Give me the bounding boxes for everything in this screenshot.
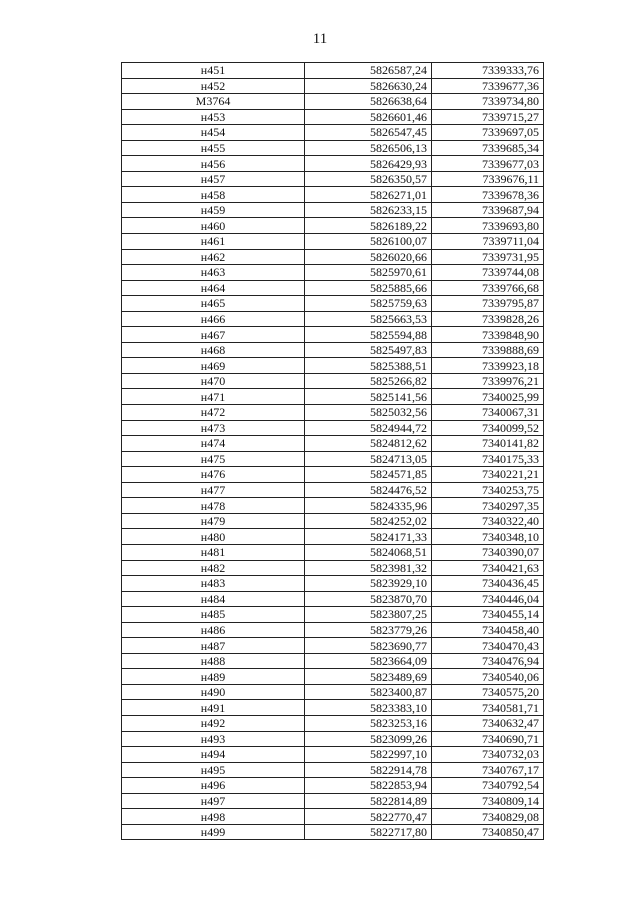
point-id-cell: н460 <box>122 218 305 234</box>
x-coordinate-cell: 5823383,10 <box>305 700 432 716</box>
y-coordinate-cell: 7340348,10 <box>432 529 544 545</box>
y-coordinate-cell: 7339976,21 <box>432 373 544 389</box>
x-coordinate-cell: 5823929,10 <box>305 576 432 592</box>
x-coordinate-cell: 5823690,77 <box>305 638 432 654</box>
table-row <box>122 125 544 141</box>
x-coordinate-cell: 5822997,10 <box>305 747 432 763</box>
table-row <box>122 249 544 265</box>
table-row <box>122 436 544 452</box>
y-coordinate-cell: 7340458,40 <box>432 622 544 638</box>
y-coordinate-cell: 7340455,14 <box>432 607 544 623</box>
x-coordinate-cell: 5826601,46 <box>305 109 432 125</box>
y-coordinate-cell: 7339687,94 <box>432 202 544 218</box>
y-coordinate-cell: 7340025,99 <box>432 389 544 405</box>
y-coordinate-cell: 7340632,47 <box>432 715 544 731</box>
point-id-cell: н482 <box>122 560 305 576</box>
y-coordinate-cell: 7340436,45 <box>432 576 544 592</box>
table-row <box>122 591 544 607</box>
table-row <box>122 327 544 343</box>
x-coordinate-cell: 5825388,51 <box>305 358 432 374</box>
y-coordinate-cell: 7339734,80 <box>432 94 544 110</box>
x-coordinate-cell: 5823664,09 <box>305 653 432 669</box>
table-row <box>122 109 544 125</box>
x-coordinate-cell: 5825663,53 <box>305 311 432 327</box>
x-coordinate-cell: 5824252,02 <box>305 513 432 529</box>
point-id-cell: н480 <box>122 529 305 545</box>
y-coordinate-cell: 7339697,05 <box>432 125 544 141</box>
x-coordinate-cell: 5824812,62 <box>305 436 432 452</box>
y-coordinate-cell: 7339888,69 <box>432 342 544 358</box>
point-id-cell: н497 <box>122 793 305 809</box>
point-id-cell: н485 <box>122 607 305 623</box>
point-id-cell: н484 <box>122 591 305 607</box>
y-coordinate-cell: 7340470,43 <box>432 638 544 654</box>
x-coordinate-cell: 5825266,82 <box>305 373 432 389</box>
y-coordinate-cell: 7340809,14 <box>432 793 544 809</box>
coordinates-table <box>121 62 544 840</box>
y-coordinate-cell: 7339693,80 <box>432 218 544 234</box>
x-coordinate-cell: 5826630,24 <box>305 78 432 94</box>
y-coordinate-cell: 7340690,71 <box>432 731 544 747</box>
table-row <box>122 63 544 79</box>
point-id-cell: н474 <box>122 436 305 452</box>
point-id-cell: н494 <box>122 747 305 763</box>
x-coordinate-cell: 5826638,64 <box>305 94 432 110</box>
table-row <box>122 622 544 638</box>
point-id-cell: н463 <box>122 265 305 281</box>
y-coordinate-cell: 7339676,11 <box>432 171 544 187</box>
y-coordinate-cell: 7339766,68 <box>432 280 544 296</box>
point-id-cell: н456 <box>122 156 305 172</box>
point-id-cell: н459 <box>122 202 305 218</box>
point-id-cell: н475 <box>122 451 305 467</box>
point-id-cell: н491 <box>122 700 305 716</box>
table-row <box>122 529 544 545</box>
table-row <box>122 700 544 716</box>
point-id-cell: н470 <box>122 373 305 389</box>
table-row <box>122 342 544 358</box>
table-row <box>122 731 544 747</box>
x-coordinate-cell: 5825497,83 <box>305 342 432 358</box>
x-coordinate-cell: 5822717,80 <box>305 824 432 840</box>
table-row <box>122 607 544 623</box>
table-row <box>122 638 544 654</box>
x-coordinate-cell: 5822853,94 <box>305 778 432 794</box>
y-coordinate-cell: 7340792,54 <box>432 778 544 794</box>
x-coordinate-cell: 5824713,05 <box>305 451 432 467</box>
table-row <box>122 280 544 296</box>
x-coordinate-cell: 5823779,26 <box>305 622 432 638</box>
x-coordinate-cell: 5826547,45 <box>305 125 432 141</box>
x-coordinate-cell: 5826233,15 <box>305 202 432 218</box>
point-id-cell: н472 <box>122 405 305 421</box>
y-coordinate-cell: 7339677,03 <box>432 156 544 172</box>
y-coordinate-cell: 7339685,34 <box>432 140 544 156</box>
x-coordinate-cell: 5826350,57 <box>305 171 432 187</box>
x-coordinate-cell: 5825141,56 <box>305 389 432 405</box>
x-coordinate-cell: 5823253,16 <box>305 715 432 731</box>
table-row <box>122 420 544 436</box>
point-id-cell: н478 <box>122 498 305 514</box>
point-id-cell: н483 <box>122 576 305 592</box>
y-coordinate-cell: 7340253,75 <box>432 482 544 498</box>
y-coordinate-cell: 7339923,18 <box>432 358 544 374</box>
point-id-cell: н479 <box>122 513 305 529</box>
y-coordinate-cell: 7340850,47 <box>432 824 544 840</box>
table-row <box>122 715 544 731</box>
x-coordinate-cell: 5825594,88 <box>305 327 432 343</box>
table-row <box>122 218 544 234</box>
point-id-cell: н468 <box>122 342 305 358</box>
table-row <box>122 296 544 312</box>
x-coordinate-cell: 5823807,25 <box>305 607 432 623</box>
x-coordinate-cell: 5823489,69 <box>305 669 432 685</box>
x-coordinate-cell: 5823099,26 <box>305 731 432 747</box>
table-row <box>122 187 544 203</box>
table-row <box>122 373 544 389</box>
y-coordinate-cell: 7340297,35 <box>432 498 544 514</box>
point-id-cell: н473 <box>122 420 305 436</box>
table-row <box>122 171 544 187</box>
table-row <box>122 498 544 514</box>
y-coordinate-cell: 7340099,52 <box>432 420 544 436</box>
x-coordinate-cell: 5824068,51 <box>305 544 432 560</box>
y-coordinate-cell: 7340767,17 <box>432 762 544 778</box>
y-coordinate-cell: 7339715,27 <box>432 109 544 125</box>
table-row <box>122 389 544 405</box>
x-coordinate-cell: 5826020,66 <box>305 249 432 265</box>
y-coordinate-cell: 7340446,04 <box>432 591 544 607</box>
y-coordinate-cell: 7340421,63 <box>432 560 544 576</box>
point-id-cell: н489 <box>122 669 305 685</box>
table-row <box>122 669 544 685</box>
point-id-cell: н462 <box>122 249 305 265</box>
point-id-cell: н499 <box>122 824 305 840</box>
y-coordinate-cell: 7340829,08 <box>432 809 544 825</box>
point-id-cell: н453 <box>122 109 305 125</box>
x-coordinate-cell: 5823870,70 <box>305 591 432 607</box>
y-coordinate-cell: 7339711,04 <box>432 234 544 250</box>
x-coordinate-cell: 5824944,72 <box>305 420 432 436</box>
x-coordinate-cell: 5822770,47 <box>305 809 432 825</box>
point-id-cell: н467 <box>122 327 305 343</box>
table-row <box>122 265 544 281</box>
point-id-cell: н477 <box>122 482 305 498</box>
table-row <box>122 762 544 778</box>
x-coordinate-cell: 5826271,01 <box>305 187 432 203</box>
y-coordinate-cell: 7340141,82 <box>432 436 544 452</box>
point-id-cell: н498 <box>122 809 305 825</box>
y-coordinate-cell: 7339731,95 <box>432 249 544 265</box>
x-coordinate-cell: 5826189,22 <box>305 218 432 234</box>
y-coordinate-cell: 7340476,94 <box>432 653 544 669</box>
point-id-cell: н454 <box>122 125 305 141</box>
table-row <box>122 747 544 763</box>
x-coordinate-cell: 5826506,13 <box>305 140 432 156</box>
y-coordinate-cell: 7340540,06 <box>432 669 544 685</box>
point-id-cell: н496 <box>122 778 305 794</box>
x-coordinate-cell: 5825032,56 <box>305 405 432 421</box>
x-coordinate-cell: 5822814,89 <box>305 793 432 809</box>
table-row <box>122 156 544 172</box>
y-coordinate-cell: 7340732,03 <box>432 747 544 763</box>
x-coordinate-cell: 5824335,96 <box>305 498 432 514</box>
x-coordinate-cell: 5825970,61 <box>305 265 432 281</box>
point-id-cell: н457 <box>122 171 305 187</box>
point-id-cell: н452 <box>122 78 305 94</box>
point-id-cell: н490 <box>122 684 305 700</box>
point-id-cell: н495 <box>122 762 305 778</box>
table-row <box>122 94 544 110</box>
point-id-cell: н476 <box>122 467 305 483</box>
x-coordinate-cell: 5826429,93 <box>305 156 432 172</box>
point-id-cell: н486 <box>122 622 305 638</box>
y-coordinate-cell: 7340575,20 <box>432 684 544 700</box>
x-coordinate-cell: 5823981,32 <box>305 560 432 576</box>
table-row <box>122 202 544 218</box>
table-row <box>122 576 544 592</box>
point-id-cell: н458 <box>122 187 305 203</box>
y-coordinate-cell: 7339333,76 <box>432 63 544 79</box>
y-coordinate-cell: 7340322,40 <box>432 513 544 529</box>
y-coordinate-cell: 7339677,36 <box>432 78 544 94</box>
point-id-cell: н487 <box>122 638 305 654</box>
x-coordinate-cell: 5823400,87 <box>305 684 432 700</box>
page-number: 11 <box>312 31 328 47</box>
y-coordinate-cell: 7340390,07 <box>432 544 544 560</box>
table-row <box>122 544 544 560</box>
table-row <box>122 684 544 700</box>
table-row <box>122 78 544 94</box>
point-id-cell: н464 <box>122 280 305 296</box>
table-row <box>122 358 544 374</box>
y-coordinate-cell: 7339828,26 <box>432 311 544 327</box>
table-row <box>122 311 544 327</box>
y-coordinate-cell: 7339848,90 <box>432 327 544 343</box>
y-coordinate-cell: 7339678,36 <box>432 187 544 203</box>
table-row <box>122 451 544 467</box>
table-row <box>122 824 544 840</box>
x-coordinate-cell: 5822914,78 <box>305 762 432 778</box>
table-row <box>122 809 544 825</box>
coordinates-table-body <box>122 63 544 840</box>
table-row <box>122 778 544 794</box>
table-row <box>122 560 544 576</box>
point-id-cell: н461 <box>122 234 305 250</box>
table-row <box>122 793 544 809</box>
point-id-cell: н481 <box>122 544 305 560</box>
table-row <box>122 513 544 529</box>
table-row <box>122 405 544 421</box>
y-coordinate-cell: 7339795,87 <box>432 296 544 312</box>
x-coordinate-cell: 5826100,07 <box>305 234 432 250</box>
x-coordinate-cell: 5824571,85 <box>305 467 432 483</box>
point-id-cell: н451 <box>122 63 305 79</box>
table-row <box>122 140 544 156</box>
y-coordinate-cell: 7340067,31 <box>432 405 544 421</box>
point-id-cell: н465 <box>122 296 305 312</box>
x-coordinate-cell: 5825759,63 <box>305 296 432 312</box>
point-id-cell: М3764 <box>122 94 305 110</box>
point-id-cell: н455 <box>122 140 305 156</box>
x-coordinate-cell: 5825885,66 <box>305 280 432 296</box>
point-id-cell: н493 <box>122 731 305 747</box>
x-coordinate-cell: 5824476,52 <box>305 482 432 498</box>
x-coordinate-cell: 5826587,24 <box>305 63 432 79</box>
y-coordinate-cell: 7340581,71 <box>432 700 544 716</box>
point-id-cell: н469 <box>122 358 305 374</box>
y-coordinate-cell: 7340175,33 <box>432 451 544 467</box>
table-row <box>122 482 544 498</box>
x-coordinate-cell: 5824171,33 <box>305 529 432 545</box>
y-coordinate-cell: 7339744,08 <box>432 265 544 281</box>
point-id-cell: н492 <box>122 715 305 731</box>
table-row <box>122 653 544 669</box>
y-coordinate-cell: 7340221,21 <box>432 467 544 483</box>
point-id-cell: н466 <box>122 311 305 327</box>
table-row <box>122 234 544 250</box>
table-row <box>122 467 544 483</box>
point-id-cell: н488 <box>122 653 305 669</box>
point-id-cell: н471 <box>122 389 305 405</box>
